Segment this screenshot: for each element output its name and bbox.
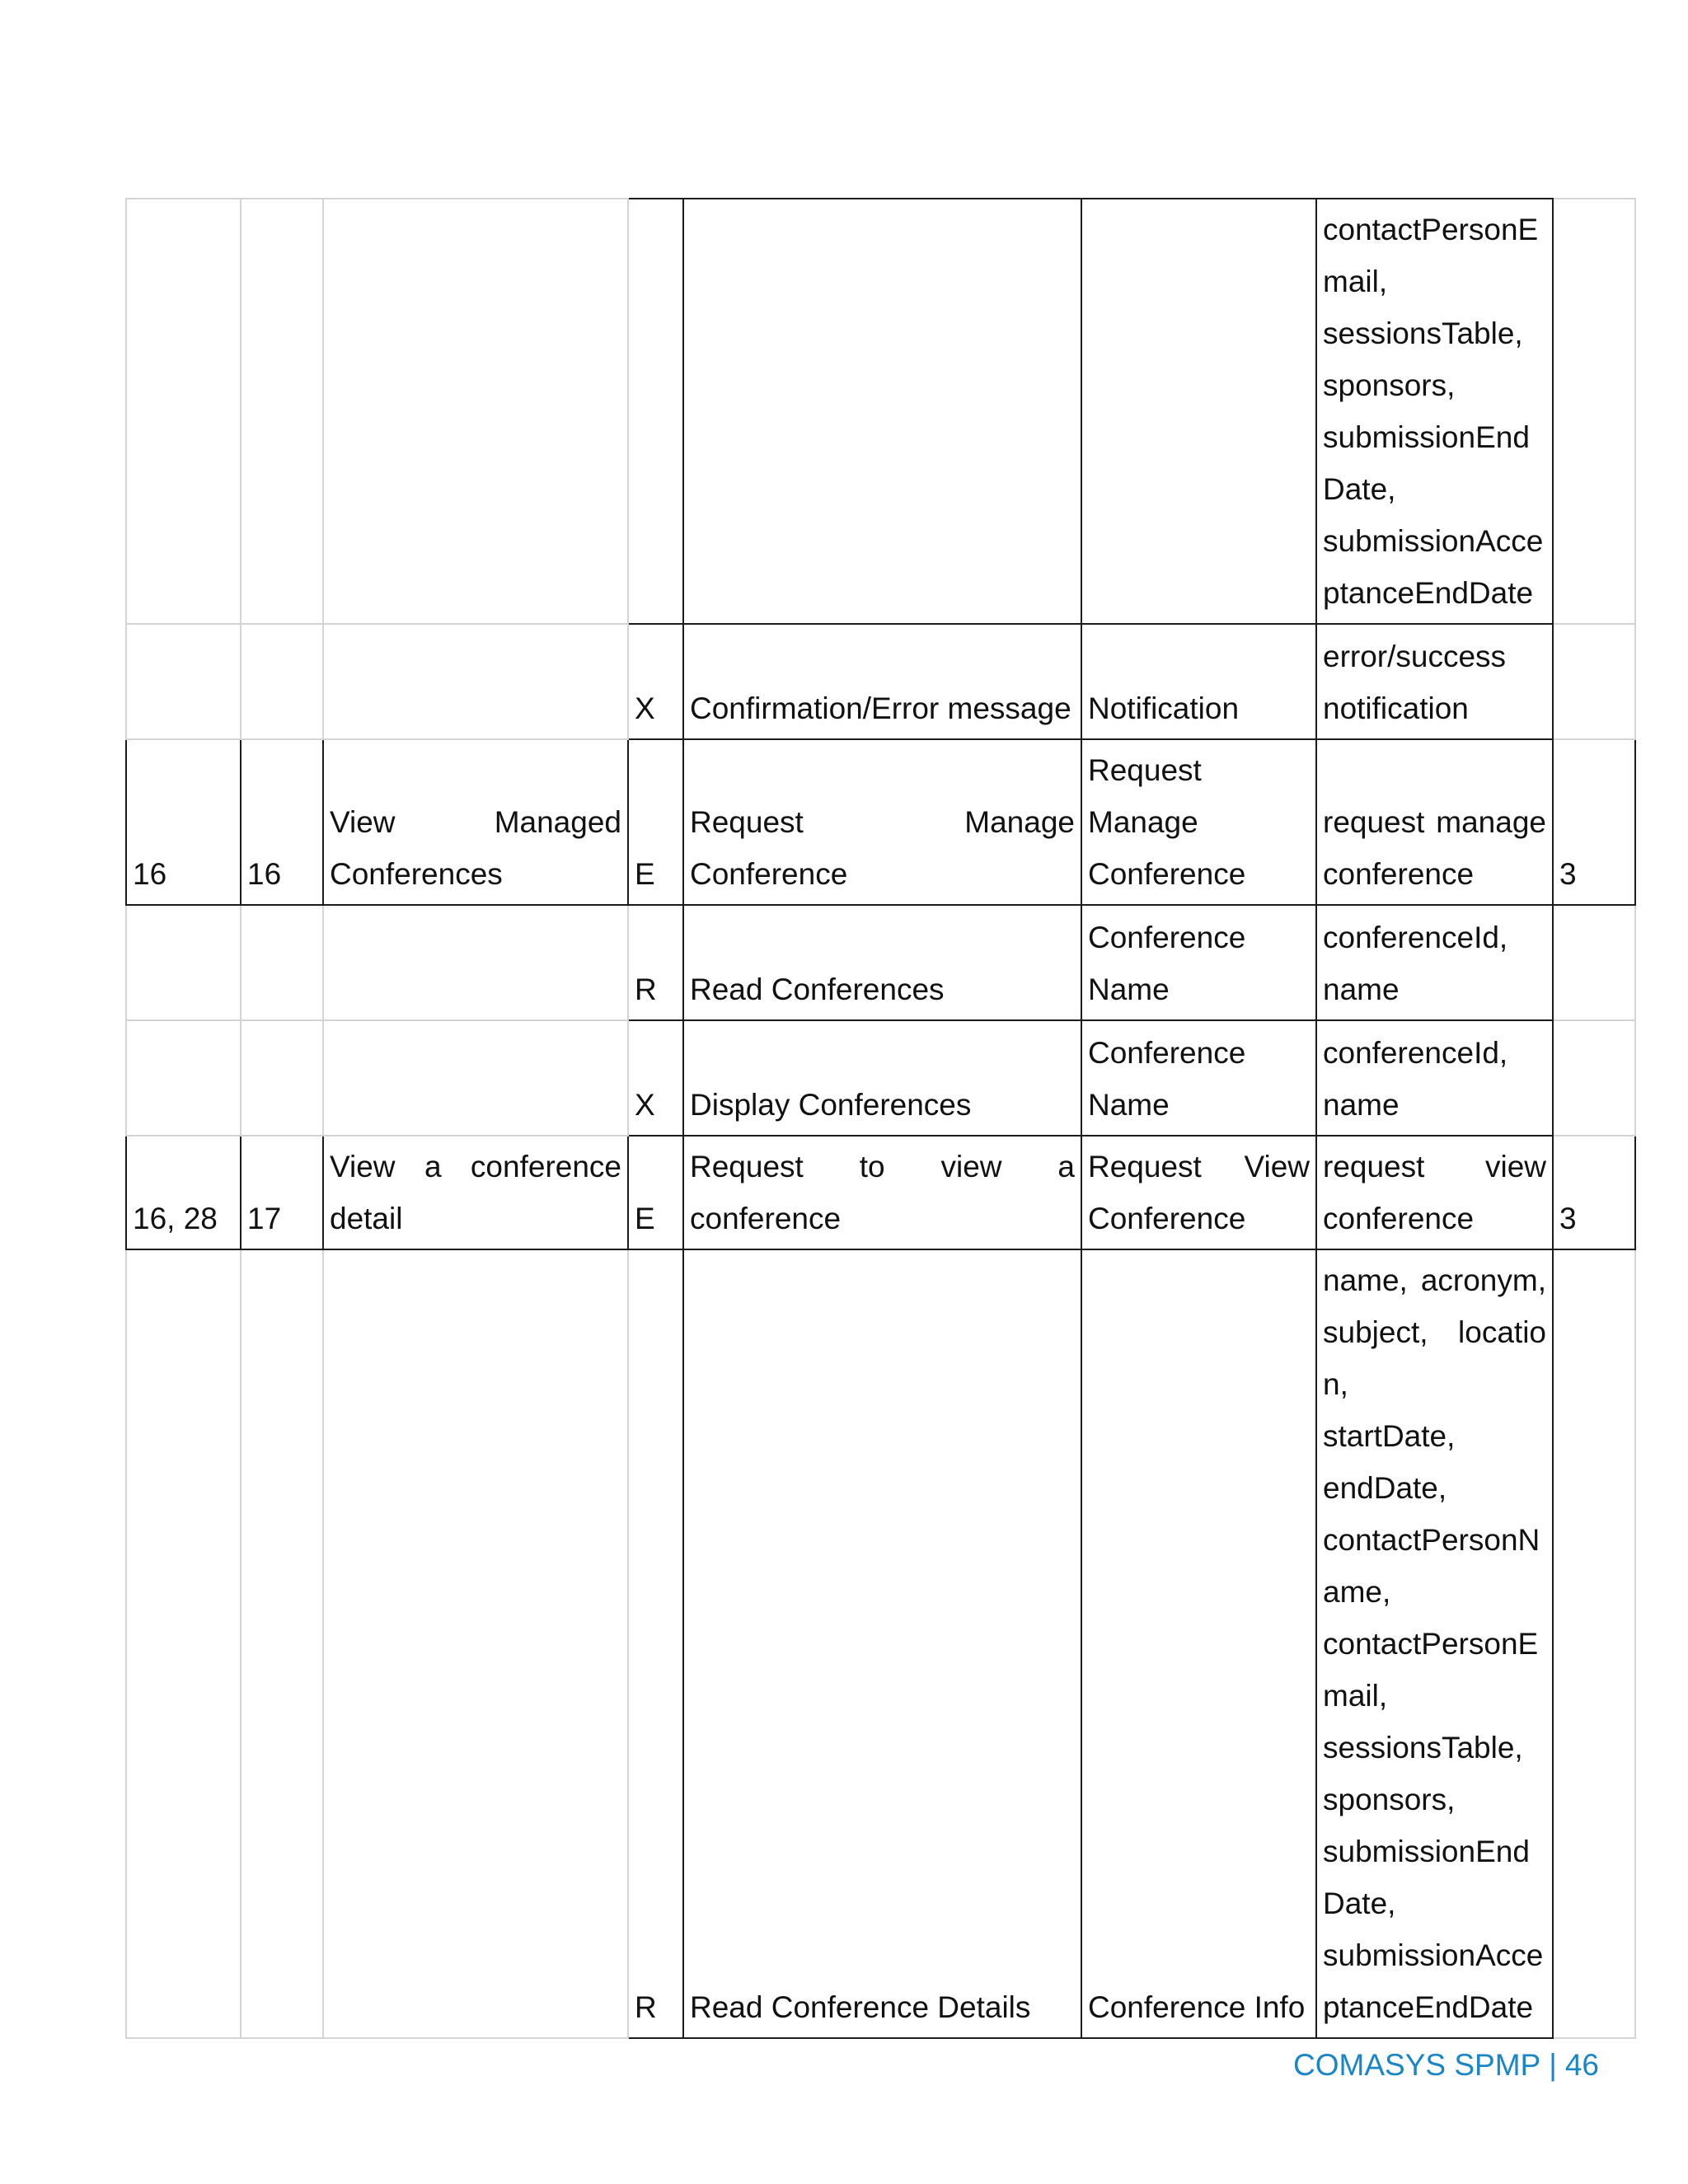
cell-fr	[241, 1249, 323, 2038]
attr-line: error/success	[1323, 640, 1507, 673]
process-line: View Managed	[330, 805, 621, 839]
table-row	[126, 199, 1635, 624]
cell-process	[323, 199, 628, 624]
cell-data-group	[1081, 739, 1316, 905]
cell-type: R	[628, 1249, 683, 2038]
cell-fr	[241, 1020, 323, 1136]
attr-line: name, acronym,	[1323, 1263, 1546, 1297]
attr-line: ptanceEndDate	[1323, 576, 1534, 610]
process-line: detail	[330, 1202, 403, 1235]
process-line: View a conference	[330, 1150, 621, 1183]
cell-data-group	[1081, 905, 1316, 1020]
cell-sub-process: Read Conferences	[683, 905, 1081, 1020]
cell-data-group: Conference Info	[1081, 1249, 1316, 2038]
attr-line: endDate,	[1323, 1471, 1447, 1505]
cell-sub-process: Read Conference Details	[683, 1249, 1081, 2038]
attr-line: sponsors,	[1323, 368, 1456, 402]
table-row	[126, 905, 1635, 1020]
table-row	[126, 1020, 1635, 1136]
table-row	[126, 1249, 1635, 2038]
cell-cfp: 3	[1553, 1136, 1635, 1249]
attr-line: sessionsTable,	[1323, 1731, 1523, 1765]
cell-fr	[241, 905, 323, 1020]
attr-line: name	[1323, 1088, 1400, 1122]
cell-no	[126, 905, 241, 1020]
cell-process	[323, 1020, 628, 1136]
cell-cfp: 3	[1553, 739, 1635, 905]
cell-attributes	[1316, 905, 1553, 1020]
cell-type: E	[628, 1136, 683, 1249]
cell-fr	[241, 624, 323, 739]
data-group-line: Conference	[1088, 1036, 1246, 1070]
cell-fr	[241, 199, 323, 624]
cell-cfp	[1553, 1249, 1635, 2038]
attr-line: ptanceEndDate	[1323, 1990, 1534, 2024]
cell-data-group	[1081, 1136, 1316, 1249]
cell-data-group	[1081, 1020, 1316, 1136]
data-group-line: Name	[1088, 972, 1170, 1006]
sub-process-line: Request Manage	[690, 805, 1075, 839]
attr-line: submissionEnd	[1323, 420, 1530, 454]
cell-process	[323, 905, 628, 1020]
cell-process	[323, 1249, 628, 2038]
attr-line: name	[1323, 972, 1400, 1006]
cell-attributes	[1316, 199, 1553, 624]
cell-sub-process	[683, 1136, 1081, 1249]
attr-line: Date,	[1323, 1886, 1396, 1920]
attr-line: request view	[1323, 1150, 1546, 1183]
cell-process	[323, 624, 628, 739]
sub-process-line: conference	[690, 1202, 842, 1235]
cell-no	[126, 1249, 241, 2038]
attr-line: conference	[1323, 857, 1475, 891]
cell-attributes	[1316, 1249, 1553, 2038]
cell-attributes	[1316, 1136, 1553, 1249]
data-group-line: Conference	[1088, 857, 1246, 891]
process-line: Conferences	[330, 857, 503, 891]
page-footer	[1293, 2048, 1599, 2083]
cell-data-group: Notification	[1081, 624, 1316, 739]
attr-line: contactPersonN	[1323, 1523, 1540, 1557]
cell-sub-process: Confirmation/Error message	[683, 624, 1081, 739]
cell-fr: 17	[241, 1136, 323, 1249]
cell-type: X	[628, 1020, 683, 1136]
attr-line: notification	[1323, 691, 1469, 725]
attr-line: mail,	[1323, 265, 1388, 298]
attr-line: conferenceId,	[1323, 921, 1508, 954]
cell-process	[323, 1136, 628, 1249]
attr-line: submissionAcce	[1323, 1938, 1544, 1972]
footer-page-number: 46	[1564, 2048, 1599, 2082]
sub-process-line: Request to view a	[690, 1150, 1075, 1183]
cell-no	[126, 1020, 241, 1136]
data-group-line: Conference	[1088, 1202, 1246, 1235]
cell-no: 16	[126, 739, 241, 905]
footer-separator: |	[1549, 2048, 1557, 2082]
data-group-line: Manage	[1088, 805, 1198, 839]
sub-process-line: Conference	[690, 857, 848, 891]
attr-line: submissionEnd	[1323, 1835, 1530, 1868]
data-group-line: Request View	[1088, 1150, 1310, 1183]
attr-line: startDate,	[1323, 1419, 1456, 1453]
attr-line: subject, location,	[1323, 1315, 1546, 1401]
cell-cfp	[1553, 624, 1635, 739]
attr-line: contactPersonE	[1323, 1627, 1539, 1661]
table-row	[126, 1136, 1635, 1249]
cell-type: E	[628, 739, 683, 905]
data-group-line: Name	[1088, 1088, 1170, 1122]
cell-attributes	[1316, 739, 1553, 905]
cell-cfp	[1553, 1020, 1635, 1136]
attr-line: conference	[1323, 1202, 1475, 1235]
cell-attributes	[1316, 1020, 1553, 1136]
data-group-line: Conference	[1088, 921, 1246, 954]
cell-no: 16, 28	[126, 1136, 241, 1249]
cell-type: X	[628, 624, 683, 739]
cell-no	[126, 624, 241, 739]
data-group-line: Request	[1088, 753, 1202, 787]
cell-sub-process: Display Conferences	[683, 1020, 1081, 1136]
cell-no	[126, 199, 241, 624]
attr-line: ame,	[1323, 1575, 1391, 1609]
attr-line: sponsors,	[1323, 1783, 1456, 1816]
cell-type: R	[628, 905, 683, 1020]
footer-document-title: COMASYS SPMP	[1293, 2048, 1541, 2082]
attr-line: sessionsTable,	[1323, 316, 1523, 350]
cell-sub-process	[683, 199, 1081, 624]
cell-cfp	[1553, 199, 1635, 624]
attr-line: request manage	[1323, 805, 1546, 839]
attr-line: contactPersonE	[1323, 213, 1539, 246]
cell-sub-process	[683, 739, 1081, 905]
cell-data-group	[1081, 199, 1316, 624]
attr-line: mail,	[1323, 1679, 1388, 1713]
attr-line: submissionAcce	[1323, 524, 1544, 558]
cell-fr: 16	[241, 739, 323, 905]
cosmic-measurement-table	[125, 198, 1636, 2039]
cell-attributes	[1316, 624, 1553, 739]
cell-cfp	[1553, 905, 1635, 1020]
table-row	[126, 739, 1635, 905]
cell-process	[323, 739, 628, 905]
attr-line: Date,	[1323, 472, 1396, 506]
table-row	[126, 624, 1635, 739]
cell-type	[628, 199, 683, 624]
attr-line: conferenceId,	[1323, 1036, 1508, 1070]
